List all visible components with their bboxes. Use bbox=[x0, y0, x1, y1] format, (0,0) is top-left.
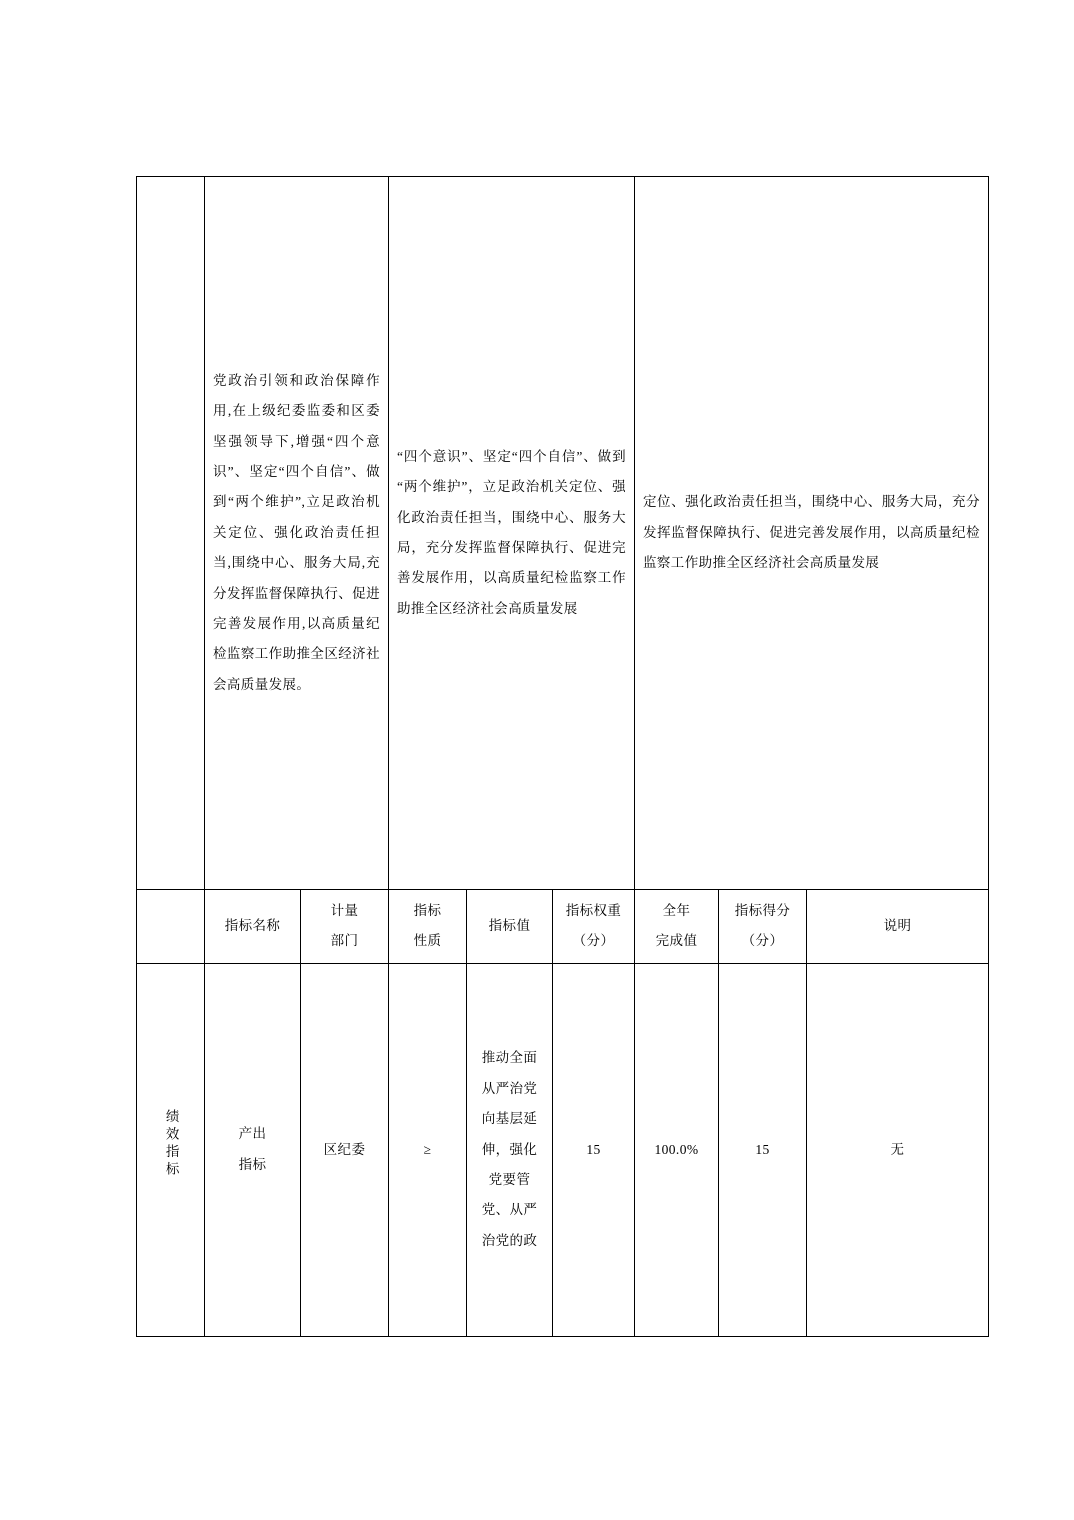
cell-measure-dept: 区纪委 bbox=[301, 963, 389, 1336]
cell-indicator-name-line2: 指标 bbox=[238, 1156, 267, 1172]
header-score-line1: 指标得分 bbox=[734, 903, 791, 918]
cell-score: 15 bbox=[719, 963, 807, 1336]
group-label-text: 绩效指标 bbox=[163, 1109, 179, 1180]
cell-indicator-value: 推动全面从严治党向基层延伸，强化党要管党、从严治党的政 bbox=[467, 963, 553, 1336]
narrative-right-cell: 定位、强化政治责任担当，围绕中心、服务大局，充分发挥监督保障执行、促进完善发展作用，以高质量纪检监察工作助推全区经济社会高质量发展 bbox=[635, 177, 989, 890]
header-annual-line1: 全年 bbox=[662, 903, 691, 918]
narrative-middle-cell: “四个意识”、坚定“四个自信”、做到“两个维护”，立足政治机关定位、强化政治责任担当，围绕中心、服务大局，充分发挥监督保障执行、促进完善发展作用，以高质量纪检监察工作助推全区经济社会高质量发展 bbox=[389, 177, 635, 890]
header-measure-dept bbox=[301, 890, 389, 964]
header-indicator-value: 指标值 bbox=[467, 890, 553, 964]
table-header-row bbox=[137, 890, 989, 964]
cell-indicator-name-line1: 产出 bbox=[238, 1126, 267, 1142]
header-remark: 说明 bbox=[807, 890, 989, 964]
cell-remark: 无 bbox=[807, 963, 989, 1336]
header-measure-dept-line1: 计量 bbox=[330, 903, 359, 918]
header-weight-line1: 指标权重 bbox=[565, 903, 622, 918]
row-group-label-empty bbox=[137, 177, 205, 890]
header-annual-line2: 完成值 bbox=[655, 933, 698, 949]
header-annual-value bbox=[635, 890, 719, 964]
header-indicator-name: 指标名称 bbox=[205, 890, 301, 964]
header-weight bbox=[553, 890, 635, 964]
header-indicator-nature-line2: 性质 bbox=[413, 933, 442, 949]
cell-indicator-nature: ≥ bbox=[389, 963, 467, 1336]
header-weight-line2: （分） bbox=[572, 933, 615, 949]
row-group-label-performance bbox=[137, 963, 205, 1336]
performance-indicator-table bbox=[136, 176, 989, 1337]
header-group-label bbox=[137, 890, 205, 964]
header-measure-dept-line2: 部门 bbox=[330, 933, 359, 949]
table-row bbox=[137, 963, 989, 1336]
header-indicator-nature-line1: 指标 bbox=[413, 903, 442, 918]
table-row bbox=[137, 177, 989, 890]
cell-annual-value: 100.0% bbox=[635, 963, 719, 1336]
header-indicator-nature bbox=[389, 890, 467, 964]
cell-weight: 15 bbox=[553, 963, 635, 1336]
narrative-target-cell: 党政治引领和政治保障作用,在上级纪委监委和区委坚强领导下,增强“四个意识”、坚定“四个自信”、做到“两个维护”,立足政治机关定位、强化政治责任担当,围绕中心、服务大局,充分发挥监督保障执行、促进完善发展作用,以高质量纪检监察工作助推全区经济社会高质量发展。 bbox=[205, 177, 389, 890]
header-score bbox=[719, 890, 807, 964]
header-score-line2: （分） bbox=[741, 933, 784, 949]
cell-indicator-name bbox=[205, 963, 301, 1336]
